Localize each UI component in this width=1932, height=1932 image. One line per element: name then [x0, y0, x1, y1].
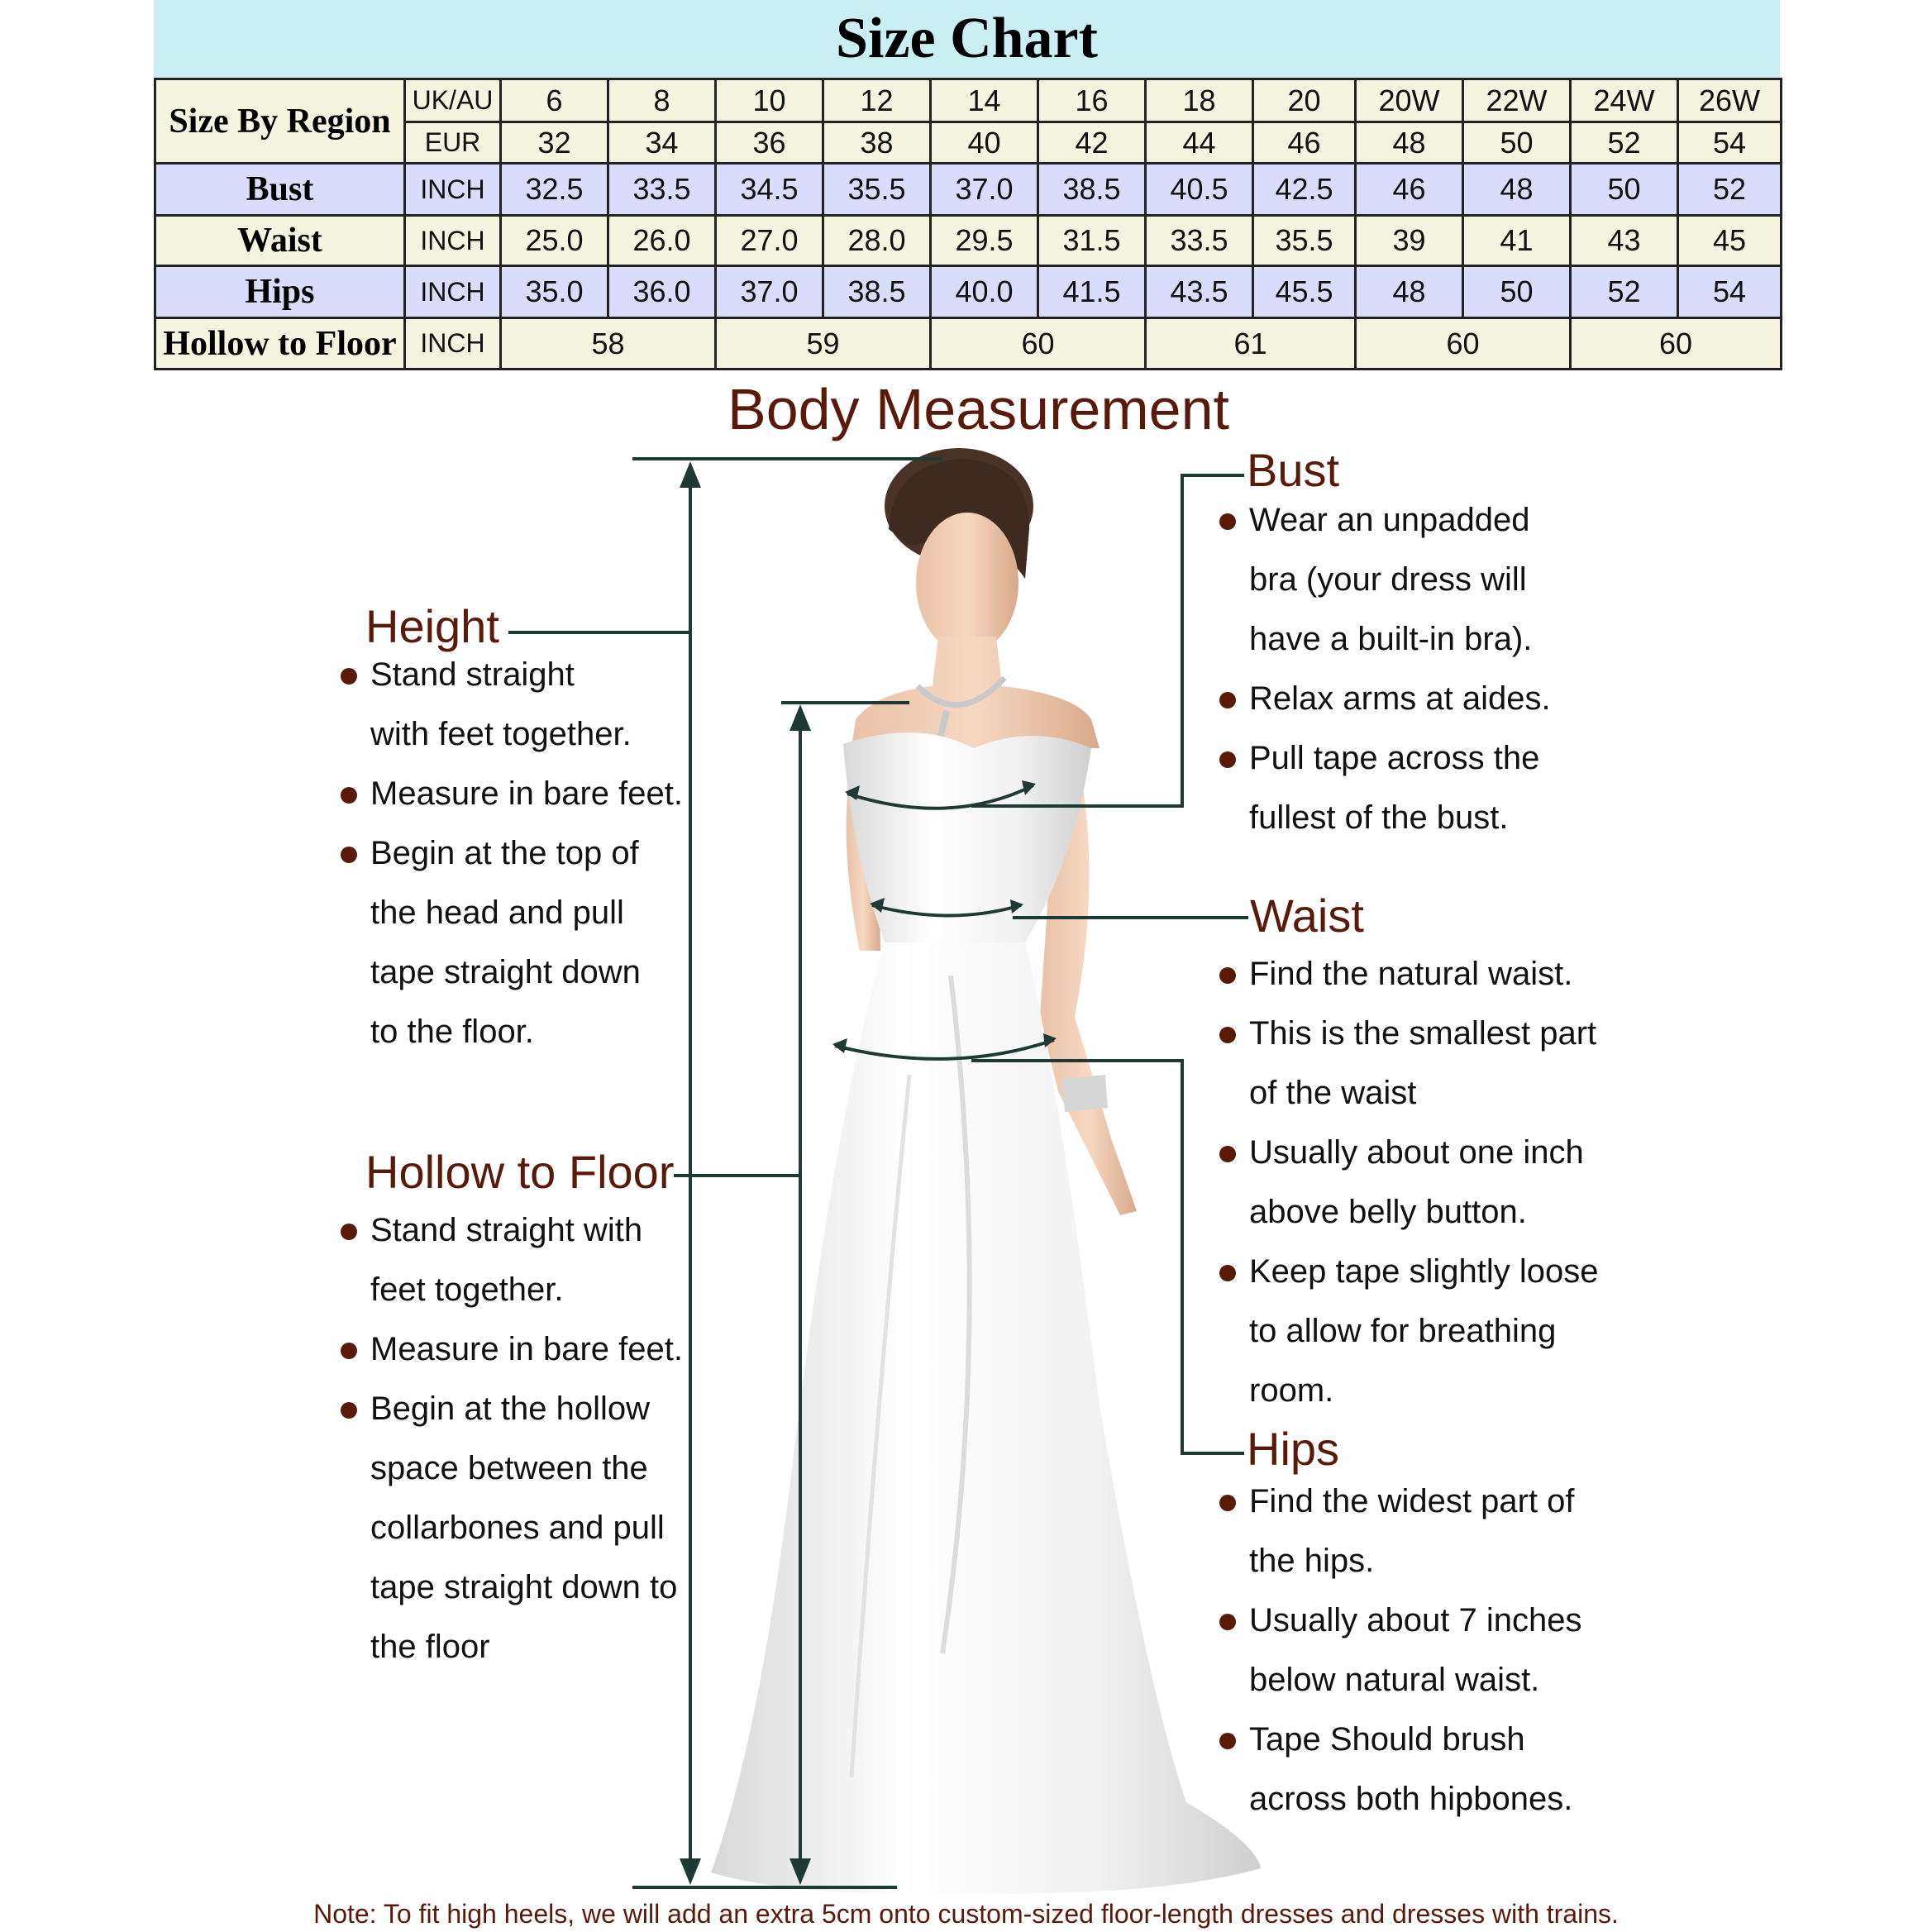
bullet-dot-icon [1219, 751, 1236, 768]
bust-value-cell: 42.5 [1253, 164, 1356, 216]
bullet-text: Measure in bare feet. [370, 1331, 683, 1367]
uk-size-cell: 14 [931, 79, 1038, 122]
arrow-up-icon [680, 461, 701, 488]
bust-value-cell: 40.5 [1146, 164, 1253, 216]
hollow-value-cell: 61 [1146, 318, 1356, 370]
size-by-region-label: Size By Region [155, 79, 405, 164]
eur-size-cell: 40 [931, 122, 1038, 164]
hollow-value-cell: 58 [501, 318, 716, 370]
body-measurement-title: Body Measurement [727, 377, 1229, 441]
hollow-value-cell: 60 [1356, 318, 1571, 370]
face-shape [916, 513, 1018, 653]
arrow-down-icon [680, 1858, 701, 1885]
bust-value-cell: 34.5 [716, 164, 823, 216]
eur-size-cell: 54 [1678, 122, 1782, 164]
bullet-dot-icon [341, 787, 357, 804]
bullet-text: Begin at the hollow [370, 1391, 651, 1427]
waist-value-cell: 31.5 [1038, 216, 1146, 266]
eur-size-cell: 46 [1253, 122, 1356, 164]
bullet-dot-icon [1219, 1027, 1236, 1043]
bust-value-cell: 50 [1571, 164, 1678, 216]
waist-value-cell: 29.5 [931, 216, 1038, 266]
bust-value-cell: 32.5 [501, 164, 608, 216]
list-item [1219, 1769, 1581, 1829]
list-item [1219, 1591, 1581, 1650]
uk-size-cell: 12 [823, 79, 931, 122]
list-item [1219, 1063, 1599, 1123]
bullet-text: bra (your dress will [1249, 561, 1527, 598]
hollow-bullet-list [341, 1200, 683, 1677]
eur-size-cell: 48 [1356, 122, 1463, 164]
waist-value-cell: 26.0 [608, 216, 716, 266]
bullet-text: to the floor. [370, 1014, 534, 1050]
eur-size-cell: 42 [1038, 122, 1146, 164]
bullet-text: space between the [370, 1450, 648, 1486]
list-item [341, 704, 683, 764]
waist-value-cell: 28.0 [823, 216, 931, 266]
uk-size-cell: 22W [1463, 79, 1571, 122]
list-item [1219, 728, 1551, 788]
bullet-dot-icon [1219, 513, 1236, 530]
bullet-text: Usually about one inch [1249, 1134, 1584, 1171]
waist-value-cell: 27.0 [716, 216, 823, 266]
uk-size-cell: 6 [501, 79, 608, 122]
hips-value-cell: 52 [1571, 266, 1678, 318]
uk-size-cell: 8 [608, 79, 716, 122]
bullet-text: Find the natural waist. [1249, 956, 1573, 992]
list-item [1219, 490, 1551, 550]
uk-size-cell: 16 [1038, 79, 1146, 122]
eur-size-cell: 32 [501, 122, 608, 164]
bullet-text: above belly button. [1249, 1194, 1527, 1230]
hips-value-cell: 38.5 [823, 266, 931, 318]
waist-value-cell: 35.5 [1253, 216, 1356, 266]
uk-label: UK/AU [405, 79, 501, 122]
hips-value-cell: 45.5 [1253, 266, 1356, 318]
list-item [1219, 1361, 1599, 1420]
list-item [1219, 1472, 1581, 1531]
hips-value-cell: 43.5 [1146, 266, 1253, 318]
eur-size-cell: 52 [1571, 122, 1678, 164]
list-item [341, 942, 683, 1002]
eur-size-cell: 34 [608, 122, 716, 164]
uk-size-cell: 26W [1678, 79, 1782, 122]
bullet-text: the head and pull [370, 894, 624, 931]
bullet-dot-icon [1219, 1495, 1236, 1511]
hollow-value-cell: 60 [931, 318, 1146, 370]
bust-heading: Bust [1247, 444, 1340, 496]
hips-value-cell: 48 [1356, 266, 1463, 318]
bullet-text: tape straight down to [370, 1569, 678, 1605]
hollow-value-cell: 60 [1571, 318, 1782, 370]
hips-value-cell: 50 [1463, 266, 1571, 318]
bust-value-cell: 48 [1463, 164, 1571, 216]
bracelet-shape [1062, 1075, 1108, 1112]
bullet-text: tape straight down [370, 954, 641, 990]
bullet-text: Tape Should brush [1249, 1721, 1525, 1758]
list-item [1219, 1004, 1599, 1063]
bust-value-cell: 37.0 [931, 164, 1038, 216]
arrow-left-icon [832, 1038, 847, 1053]
bullet-text: Relax arms at aides. [1249, 680, 1551, 717]
bullet-text: Pull tape across the [1249, 740, 1540, 776]
footnote: Note: To fit high heels, we will add an extra 5cm onto custom-sized floor-length dresses and dresses with trains. [313, 1899, 1619, 1929]
list-item [341, 1558, 683, 1617]
bullet-text: across both hipbones. [1249, 1781, 1573, 1817]
bullet-text: Wear an unpadded [1249, 502, 1530, 538]
bullet-text: feet together. [370, 1271, 564, 1308]
list-item [341, 1002, 683, 1061]
bust-row-label: Bust [155, 164, 405, 216]
hips-bullet-list [1219, 1472, 1581, 1829]
bust-bullet-list [1219, 490, 1551, 847]
list-item [1219, 788, 1551, 847]
height-heading: Height [365, 600, 499, 652]
bullet-dot-icon [341, 1343, 357, 1359]
bullet-dot-icon [1219, 967, 1236, 984]
list-item [1219, 1650, 1581, 1710]
size-chart-title: Size Chart [154, 0, 1780, 78]
waist-value-cell: 41 [1463, 216, 1571, 266]
bullet-dot-icon [1219, 1614, 1236, 1630]
list-item [1219, 550, 1551, 609]
list-item [1219, 944, 1599, 1004]
bullet-text: have a built-in bra). [1249, 621, 1533, 657]
list-item [1219, 1123, 1599, 1182]
waist-heading: Waist [1250, 890, 1364, 942]
bullet-text: the hips. [1249, 1543, 1375, 1579]
dress-skirt-shape [711, 942, 1261, 1894]
bullet-dot-icon [341, 1224, 357, 1240]
unit-cell: INCH [405, 318, 501, 370]
bullet-dot-icon [341, 668, 357, 685]
bullet-text: This is the smallest part [1249, 1015, 1597, 1052]
eur-size-cell: 50 [1463, 122, 1571, 164]
waist-value-cell: 33.5 [1146, 216, 1253, 266]
bullet-text: room. [1249, 1372, 1334, 1409]
hips-value-cell: 36.0 [608, 266, 716, 318]
bullet-text: Usually about 7 inches [1249, 1602, 1582, 1639]
list-item [341, 645, 683, 704]
height-bullet-list [341, 645, 683, 1061]
eur-size-cell: 36 [716, 122, 823, 164]
bullet-dot-icon [1219, 1733, 1236, 1749]
list-item [1219, 609, 1551, 669]
hips-value-cell: 54 [1678, 266, 1782, 318]
waist-value-cell: 39 [1356, 216, 1463, 266]
hips-heading: Hips [1247, 1423, 1340, 1475]
list-item [341, 1379, 683, 1438]
waist-value-cell: 25.0 [501, 216, 608, 266]
bust-value-cell: 33.5 [608, 164, 716, 216]
list-item [1219, 1531, 1581, 1591]
hips-value-cell: 37.0 [716, 266, 823, 318]
list-item [341, 823, 683, 883]
list-item [341, 1200, 683, 1260]
hollow-heading: Hollow to Floor [365, 1146, 675, 1198]
waist-value-cell: 45 [1678, 216, 1782, 266]
uk-size-cell: 20W [1356, 79, 1463, 122]
list-item [1219, 1182, 1599, 1242]
bullet-text: to allow for breathing [1249, 1313, 1557, 1349]
list-item [1219, 1242, 1599, 1301]
list-item [341, 764, 683, 823]
hollow-row-label: Hollow to Floor [155, 318, 405, 370]
hips-row-label: Hips [155, 266, 405, 318]
bullet-text: Measure in bare feet. [370, 775, 683, 812]
uk-size-cell: 24W [1571, 79, 1678, 122]
waist-value-cell: 43 [1571, 216, 1678, 266]
bullet-text: collarbones and pull [370, 1510, 665, 1546]
bullet-text: Keep tape slightly loose [1249, 1253, 1599, 1290]
list-item [341, 1617, 683, 1677]
bullet-text: fullest of the bust. [1249, 799, 1509, 836]
list-item [341, 1319, 683, 1379]
list-item [341, 1260, 683, 1319]
bust-value-cell: 38.5 [1038, 164, 1146, 216]
bullet-text: Begin at the top of [370, 835, 639, 871]
waist-bullet-list [1219, 944, 1599, 1420]
eur-size-cell: 44 [1146, 122, 1253, 164]
uk-size-cell: 20 [1253, 79, 1356, 122]
bullet-text: Find the widest part of [1249, 1483, 1575, 1519]
bust-value-cell: 52 [1678, 164, 1782, 216]
bullet-dot-icon [1219, 1146, 1236, 1162]
bust-value-cell: 35.5 [823, 164, 931, 216]
uk-size-cell: 18 [1146, 79, 1253, 122]
bullet-text: Stand straight with [370, 1212, 643, 1248]
bullet-text: of the waist [1249, 1075, 1417, 1111]
eur-size-cell: 38 [823, 122, 931, 164]
hips-value-cell: 35.0 [501, 266, 608, 318]
list-item [341, 1438, 683, 1498]
bullet-text: the floor [370, 1629, 490, 1665]
list-item [341, 883, 683, 942]
bullet-text: Stand straight [370, 656, 575, 693]
bullet-text: with feet together. [370, 716, 632, 752]
uk-size-cell: 10 [716, 79, 823, 122]
list-item [1219, 1710, 1581, 1769]
neck-shape [852, 637, 1100, 748]
unit-cell: INCH [405, 266, 501, 318]
arrow-up-icon [789, 704, 811, 731]
bullet-dot-icon [341, 1402, 357, 1419]
bullet-text: below natural waist. [1249, 1662, 1540, 1698]
bullet-dot-icon [341, 847, 357, 863]
hollow-value-cell: 59 [716, 318, 931, 370]
unit-cell: INCH [405, 216, 501, 266]
bullet-dot-icon [1219, 692, 1236, 708]
hips-value-cell: 40.0 [931, 266, 1038, 318]
eur-label: EUR [405, 122, 501, 164]
waist-row-label: Waist [155, 216, 405, 266]
list-item [1219, 1301, 1599, 1361]
hips-value-cell: 41.5 [1038, 266, 1146, 318]
bullet-dot-icon [1219, 1265, 1236, 1281]
unit-cell: INCH [405, 164, 501, 216]
bust-value-cell: 46 [1356, 164, 1463, 216]
list-item [341, 1498, 683, 1558]
list-item [1219, 669, 1551, 728]
